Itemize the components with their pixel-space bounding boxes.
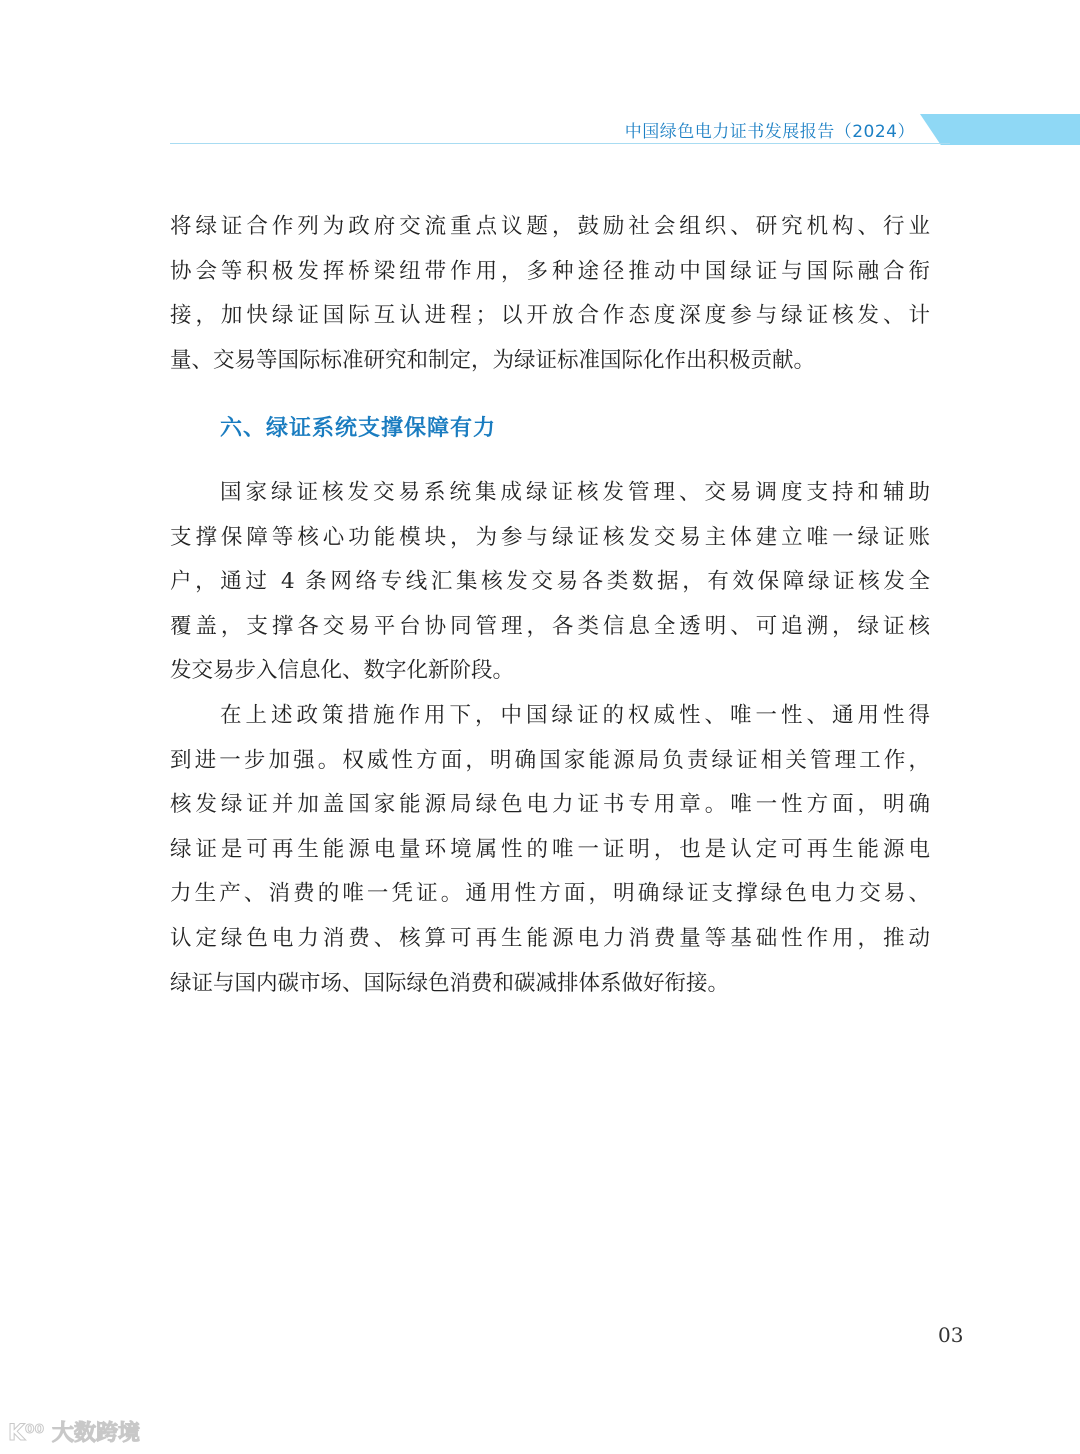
text-line: 在上述政策措施作用下，中国绿证的权威性、唯一性、通用性得 bbox=[220, 703, 930, 728]
text-line: 接，加快绿证国际互认进程；以开放合作态度深度参与绿证核发、计 bbox=[170, 303, 930, 329]
text-line: 绿证与国内碳市场、国际绿色消费和碳减排体系做好衔接。 bbox=[170, 970, 730, 996]
text-line: 户，通过 4 条网络专线汇集核发交易各类数据，有效保障绿证核发全 bbox=[170, 569, 930, 595]
text-line: 国家绿证核发交易系统集成绿证核发管理、交易调度支持和辅助 bbox=[220, 480, 930, 505]
text-line: 认定绿色电力消费、核算可再生能源电力消费量等基础性作用，推动 bbox=[170, 926, 930, 951]
text-line: 绿证是可再生能源电量环境属性的唯一证明，也是认定可再生能源电 bbox=[170, 836, 930, 862]
text-line: 覆盖，支撑各交易平台协同管理，各类信息全透明、可追溯，绿证核 bbox=[170, 613, 930, 639]
text-line: 量、交易等国际标准研究和制定，为绿证标准国际化作出积极贡献。 bbox=[170, 347, 816, 373]
text-line: 核发绿证并加盖国家能源局绿色电力证书专用章。唯一性方面，明确 bbox=[170, 792, 930, 818]
text-line: 协会等积极发挥桥梁纽带作用，多种途径推动中国绿证与国际融合衔 bbox=[170, 258, 930, 284]
text-line: 到进一步加强。权威性方面，明确国家能源局负责绿证相关管理工作， bbox=[170, 747, 930, 773]
header-divider bbox=[170, 143, 950, 144]
text-line: 发交易步入信息化、数字化新阶段。 bbox=[170, 658, 515, 684]
watermark-logo: K⁰⁰ 大数跨境 bbox=[8, 1421, 140, 1446]
header-accent-tab bbox=[920, 114, 1080, 145]
text-line: 将绿证合作列为政府交流重点议题，鼓励社会组织、研究机构、行业 bbox=[170, 214, 930, 239]
page-number: 03 bbox=[938, 1323, 964, 1347]
section-heading: 六、绿证系统支撑保障有力 bbox=[220, 416, 497, 441]
running-header-title: 中国绿色电力证书发展报告（2024） bbox=[624, 122, 915, 142]
text-line: 支撑保障等核心功能模块，为参与绿证核发交易主体建立唯一绿证账 bbox=[170, 524, 930, 550]
text-line: 力生产、消费的唯一凭证。通用性方面，明确绿证支撑绿色电力交易、 bbox=[170, 881, 930, 907]
